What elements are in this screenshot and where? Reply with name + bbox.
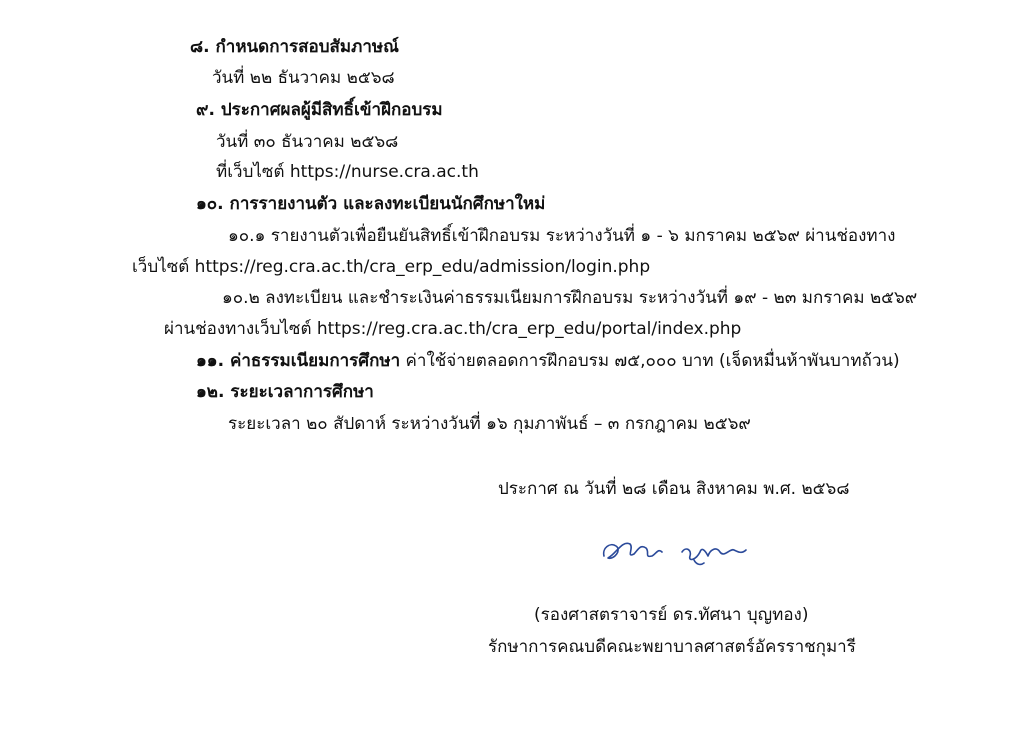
item-11-text: ค่าใช้จ่ายตลอดการฝึกอบรม ๗๕,๐๐๐ บาท (เจ็ดหมื่นห้าพันบาทถ้วน) [400, 351, 900, 371]
item-12-text: ระยะเวลา ๒๐ สัปดาห์ ระหว่างวันที่ ๑๖ กุมภาพันธ์ – ๓ กรกฎาคม ๒๕๖๙ [228, 414, 751, 434]
item-9-heading: ๙. ประกาศผลผู้มีสิทธิ์เข้าฝึกอบรม [196, 100, 443, 120]
item-11-heading: ๑๑. ค่าธรรมเนียมการศึกษา [196, 351, 401, 371]
announcement-date: ประกาศ ณ วันที่ ๒๘ เดือน สิงหาคม พ.ศ. ๒๕๖๘ [498, 479, 850, 499]
item-10-2-line-2: ผ่านช่องทางเว็บไซต์ https://reg.cra.ac.th/cra_erp_edu/portal/index.php [164, 319, 742, 339]
item-9-website: ที่เว็บไซต์ https://nurse.cra.ac.th [216, 162, 479, 182]
item-10-1-line-2: เว็บไซต์ https://reg.cra.ac.th/cra_erp_edu/admission/login.php [132, 257, 651, 277]
item-8-heading: ๘. กำหนดการสอบสัมภาษณ์ [190, 37, 399, 57]
item-11-row [196, 350, 900, 372]
item-12-heading: ๑๒. ระยะเวลาการศึกษา [196, 382, 374, 402]
signer-position: รักษาการคณบดีคณะพยาบาลศาสตร์อัครราชกุมารี [488, 637, 856, 657]
item-10-1-line-1: ๑๐.๑ รายงานตัวเพื่อยืนยันสิทธิ์เข้าฝึกอบรม ระหว่างวันที่ ๑ - ๖ มกราคม ๒๕๖๙ ผ่านช่องทาง [228, 226, 896, 246]
item-10-heading: ๑๐. การรายงานตัว และลงทะเบียนนักศึกษาใหม่ [196, 194, 546, 214]
item-10-2-line-1: ๑๐.๒ ลงทะเบียน และชำระเงินค่าธรรมเนียมการฝึกอบรม ระหว่างวันที่ ๑๙ - ๒๓ มกราคม ๒๕๖๙ [222, 288, 918, 308]
item-9-date: วันที่ ๓๐ ธันวาคม ๒๕๖๘ [216, 132, 399, 152]
signature [596, 530, 756, 570]
signer-name: (รองศาสตราจารย์ ดร.ทัศนา บุญทอง) [534, 605, 809, 625]
item-8-date: วันที่ ๒๒ ธันวาคม ๒๕๖๘ [212, 68, 395, 88]
